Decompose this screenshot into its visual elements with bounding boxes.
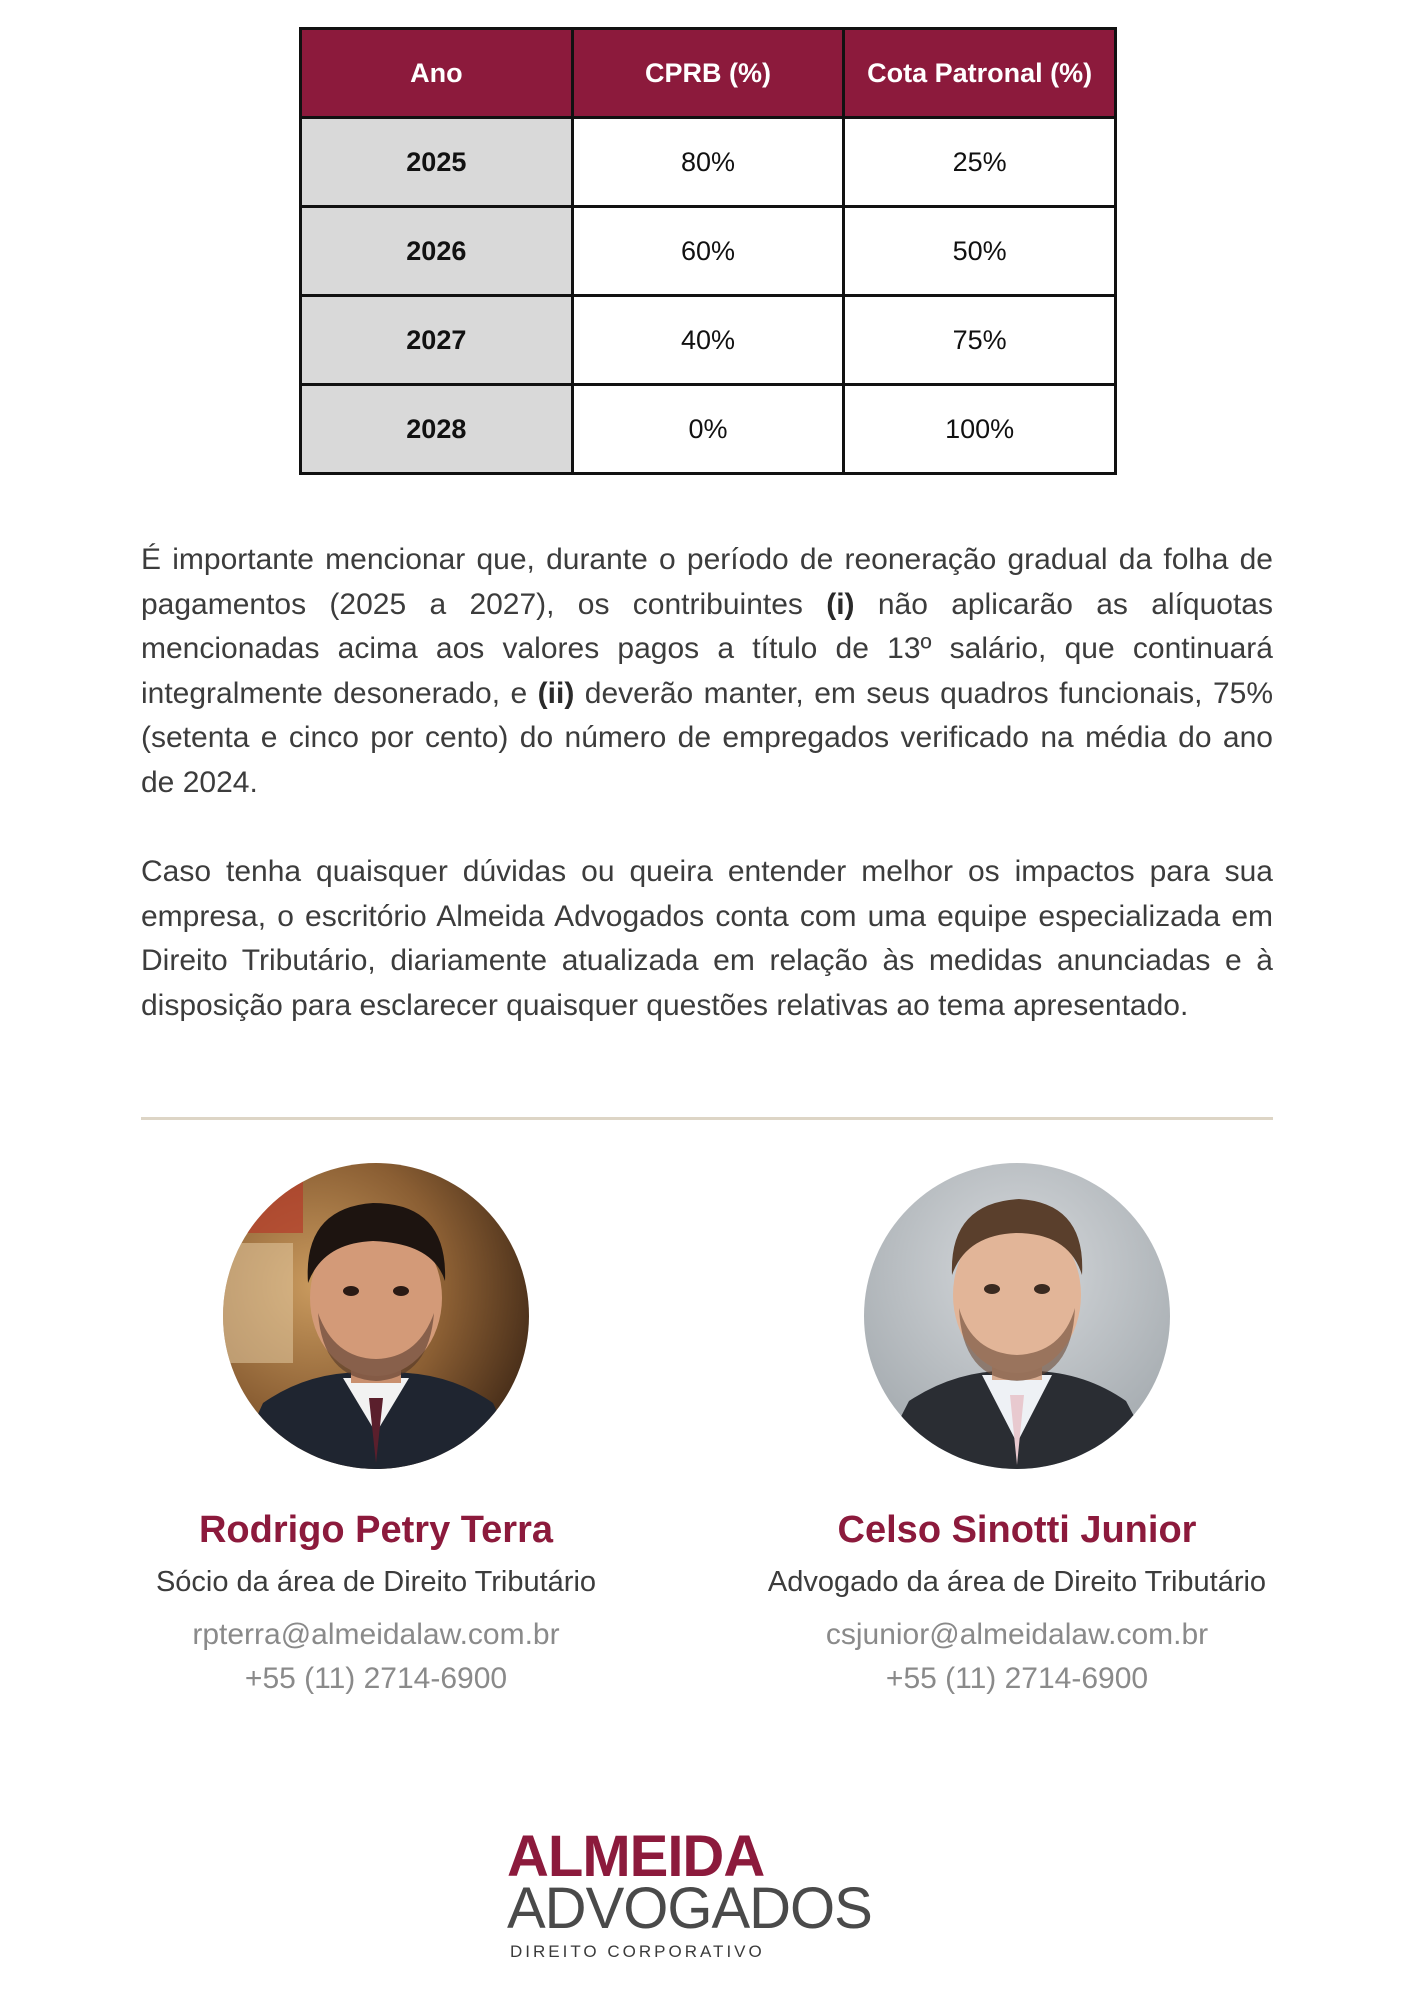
cota-cell: 50% (844, 207, 1116, 296)
cota-cell: 75% (844, 296, 1116, 385)
profile-name: Celso Sinotti Junior (837, 1509, 1197, 1551)
header-ano: Ano (301, 29, 573, 118)
profile-role: Sócio da área de Direito Tributário (155, 1566, 597, 1598)
logo-tagline: DIREITO CORPORATIVO (510, 1942, 765, 1961)
table-header-row (301, 29, 1116, 118)
profile-photo (864, 1163, 1170, 1469)
year-cell: 2027 (301, 296, 573, 385)
list-marker-i: (i) (826, 587, 855, 621)
profile-phone[interactable]: +55 (11) 2714-6900 (244, 1662, 508, 1695)
profile-email[interactable]: rpterra@almeidalaw.com.br (192, 1618, 560, 1651)
cprb-cell: 80% (572, 118, 844, 207)
profile-email[interactable]: csjunior@almeidalaw.com.br (825, 1618, 1209, 1651)
paragraph-reoneracao (141, 538, 1273, 806)
rate-table (299, 27, 1117, 475)
company-logo (507, 1824, 907, 1962)
logo-line-almeida: ALMEIDA (507, 1824, 765, 1889)
paragraph-text: não aplicarão as alíquotas mencionadas acima aos valores pagos a título de 13º salário, que continuará integralmente desonerado, e (141, 587, 1273, 710)
profile-role: Advogado da área de Direito Tributário (767, 1566, 1267, 1598)
paragraph-contato: Caso tenha quaisquer dúvidas ou queira entender melhor os impactos para sua empresa, o escritório Almeida Advogados conta com uma equipe especializada em Direito Tributário, diariamente atualizada em relação às medidas anunciadas e à disposição para esclarecer quaisquer questões relativas ao tema apresentado. (141, 855, 1273, 1022)
list-marker-ii: (ii) (537, 676, 575, 710)
profile-card (96, 1163, 656, 1701)
cota-cell: 25% (844, 118, 1116, 207)
table-row (301, 207, 1116, 296)
logo-line-advogados: ADVOGADOS (507, 1876, 872, 1941)
header-cota-patronal: Cota Patronal (%) (844, 29, 1116, 118)
year-cell: 2028 (301, 385, 573, 474)
section-divider (141, 1117, 1273, 1120)
profile-name: Rodrigo Petry Terra (198, 1509, 554, 1551)
profile-photo (223, 1163, 529, 1469)
table-row (301, 296, 1116, 385)
header-cprb: CPRB (%) (572, 29, 844, 118)
table-row (301, 118, 1116, 207)
year-cell: 2025 (301, 118, 573, 207)
profile-phone[interactable]: +55 (11) 2714-6900 (885, 1662, 1149, 1695)
cprb-cell: 40% (572, 296, 844, 385)
cota-cell: 100% (844, 385, 1116, 474)
table-row (301, 385, 1116, 474)
paragraph-text: É importante mencionar que, durante o período de reoneração gradual da folha de pagamentos (2025 a 2027), os contribuintes (141, 543, 1273, 621)
cprb-cell: 0% (572, 385, 844, 474)
paragraph-text: deverão manter, em seus quadros funcionais, 75% (setenta e cinco por cento) do número de empregados verificado na média do ano de 2024. (141, 676, 1273, 799)
year-cell: 2026 (301, 207, 573, 296)
profile-card (737, 1163, 1297, 1701)
cprb-cell: 60% (572, 207, 844, 296)
